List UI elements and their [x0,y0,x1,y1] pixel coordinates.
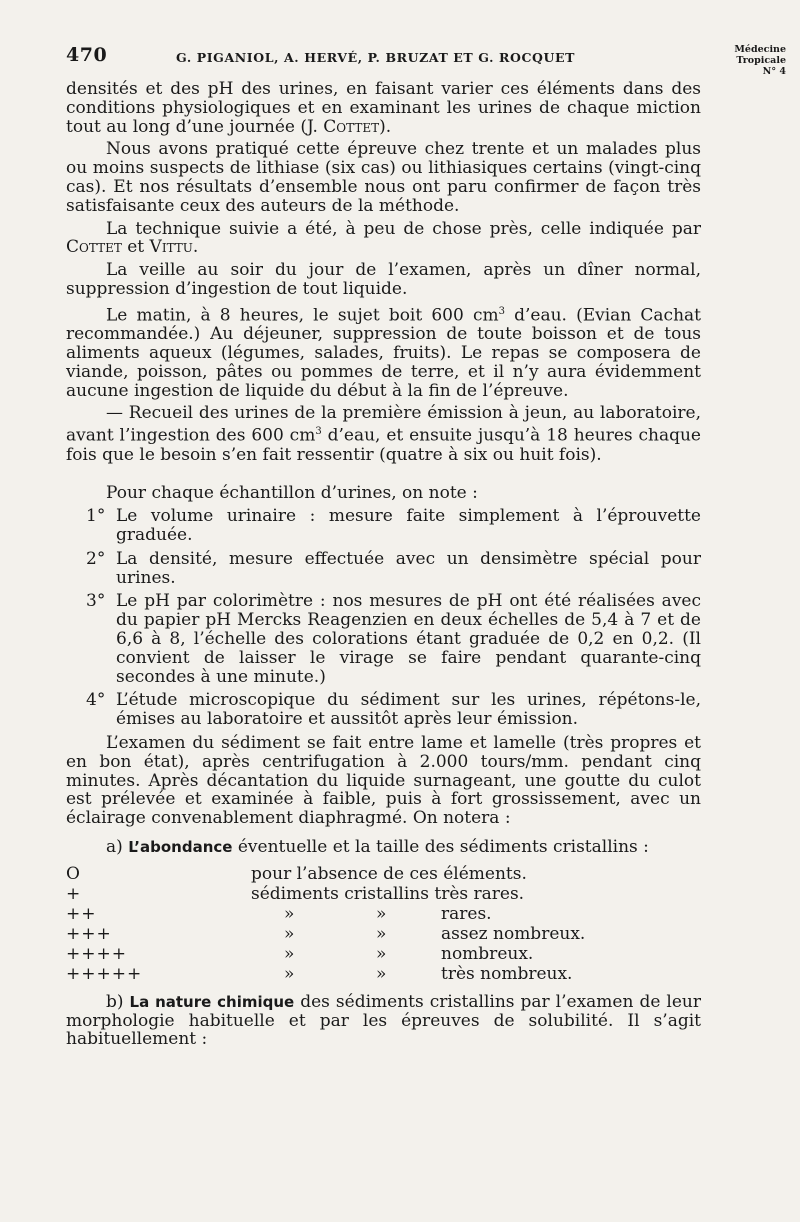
abundance-symbol: O [66,863,81,884]
superscript: 3 [315,426,322,438]
running-head-authors: G. PIGANIOL, A. HERVÉ, P. BRUZAT ET G. ROCQUET [176,50,576,65]
paragraph-text: des sédiments cristallins par l’examen de leur morphologie habituelle et par les épreuves de solubilité. Il s’agit habituellement : [66,991,701,1050]
paragraph: Pour chaque échantillon d’urines, on note : [106,483,478,504]
item-number: 3° [86,591,106,612]
abundance-scale [66,865,701,985]
abundance-text: assez nombreux. [441,923,586,944]
item-number: 1° [86,506,106,527]
journal-tag [726,44,786,77]
paragraph-text: La technique suivie a été, à peu de chose près, celle indiquée par [106,218,701,239]
paragraph [66,303,701,401]
spacer [66,468,701,484]
subsection-keyword: La nature chimique [129,992,295,1011]
abundance-row [66,865,701,885]
paragraph-text: d’eau. (Evian Cachat recommandée.) Au déjeuner, suppression de toute boisson et de tous aliments aqueux (légumes, salades, fruits). Le repas se composera de viande, poisson, pâtes ou pommes de terre, et il n’y aura évidemment aucune ingestion de liquide du début à la fin de l’épreuve. [66,305,701,401]
item-text: Le pH par colorimètre : nos mesures de pH ont été réalisées avec du papier pH Mercks Reagenzien en deux échelles de 5,4 à 7 et de 6,6 à 8, l’échelle des colorations étant graduée de 0,2 en 0,2. (Il convient de laisser le virage se faire pendant quarante-cinq secondes à une minute.) [116,591,701,687]
superscript: 3 [498,305,505,317]
item-text: L’étude microscopique du sédiment sur les urines, répétons-le, émises au laboratoire et aussitôt après leur émission. [116,690,701,730]
ditto-mark: » [376,903,387,924]
subsection-b [66,993,701,1049]
numbered-item [66,691,701,729]
abundance-text: nombreux. [441,943,534,964]
subsection-label: a) [106,837,123,857]
abundance-text: sédiments cristallins très rares. [251,883,525,904]
subsection-keyword: L’abondance [128,838,233,856]
paragraph-text: ). [379,116,392,137]
abundance-row [66,885,701,905]
abundance-text: rares. [441,903,492,924]
paragraph-text: d’eau, et ensuite jusqu’à 18 heures chaque fois que le besoin s’en fait ressentir (quatre à six ou huit fois). [66,425,701,465]
item-number: 4° [86,690,106,711]
paragraph-text: Le matin, à 8 heures, le sujet boit 600 cm [106,305,499,326]
abundance-row [66,945,701,965]
numbered-item [66,507,701,545]
journal-tag-line: Tropicale [736,55,786,66]
paragraph-text: . [192,237,199,258]
paragraph [66,404,701,464]
abundance-symbol: +++ [66,923,112,944]
paragraph-text: éventuelle et la taille des sédiments cristallins : [237,837,649,857]
running-header [66,44,786,77]
paragraph [66,220,701,258]
ditto-mark: » [284,923,295,944]
item-number: 2° [86,548,106,569]
page-number: 470 [66,44,108,66]
author-citation: Cottet [323,116,380,137]
abundance-symbol: + [66,883,82,904]
paragraph: L’examen du sédiment se fait entre lame et lamelle (très propres et en bon état), après centrifugation à 2.000 tours/mm. pendant cinq minutes. Après décantation du liquide surnageant, une goutte du culot est prélevée et examinée à faible, puis à fort grossissement, avec un éclairage convenablement diaphragmé. On notera : [66,733,701,829]
item-text: La densité, mesure effectuée avec un densimètre spécial pour urines. [116,548,701,588]
paragraph-text: et [121,237,150,258]
author-citation: Vittu [149,237,193,258]
journal-tag-line: Médecine [734,44,786,55]
paragraph-text: — Recueil des urines de la première émission à jeun, au laboratoire, avant l’ingestion des 600 cm [66,403,701,446]
ditto-mark: » [376,943,387,964]
paragraph [66,80,701,136]
abundance-symbol: +++++ [66,963,143,984]
subsection-a [66,838,701,857]
ditto-mark: » [376,923,387,944]
paragraph-text: densités et des pH des urines, en faisant varier ces éléments dans des conditions physiologiques et en examinant les urines de chaque miction tout au long d’une journée (J. [66,79,701,137]
abundance-row [66,905,701,925]
author-citation: Cottet [66,237,122,258]
ditto-mark: » [284,943,295,964]
ditto-mark: » [284,963,295,984]
item-text: Le volume urinaire : mesure faite simplement à l’éprouvette graduée. [116,506,701,546]
abundance-symbol: ++++ [66,943,127,964]
abundance-symbol: ++ [66,903,97,924]
abundance-row [66,925,701,945]
numbered-item [66,592,701,686]
ditto-mark: » [284,903,295,924]
paragraph: La veille au soir du jour de l’examen, après un dîner normal, suppression d’ingestion de tout liquide. [66,260,701,299]
ditto-mark: » [376,963,387,984]
journal-tag-line: N° 4 [762,66,786,77]
paragraph: Nous avons pratiqué cette épreuve chez trente et un malades plus ou moins suspects de lithiase (six cas) ou lithiasiques certains (vingt-cinq cas). Et nos résultats d’ensemble nous ont paru confirmer de façon très satisfaisante ceux des auteurs de la méthode. [66,139,701,216]
subsection-label: b) [106,991,124,1012]
abundance-text: pour l’absence de ces éléments. [251,863,527,884]
numbered-item [66,550,701,588]
abundance-text: très nombreux. [441,963,573,984]
article-body [66,80,701,1053]
abundance-row [66,965,701,985]
